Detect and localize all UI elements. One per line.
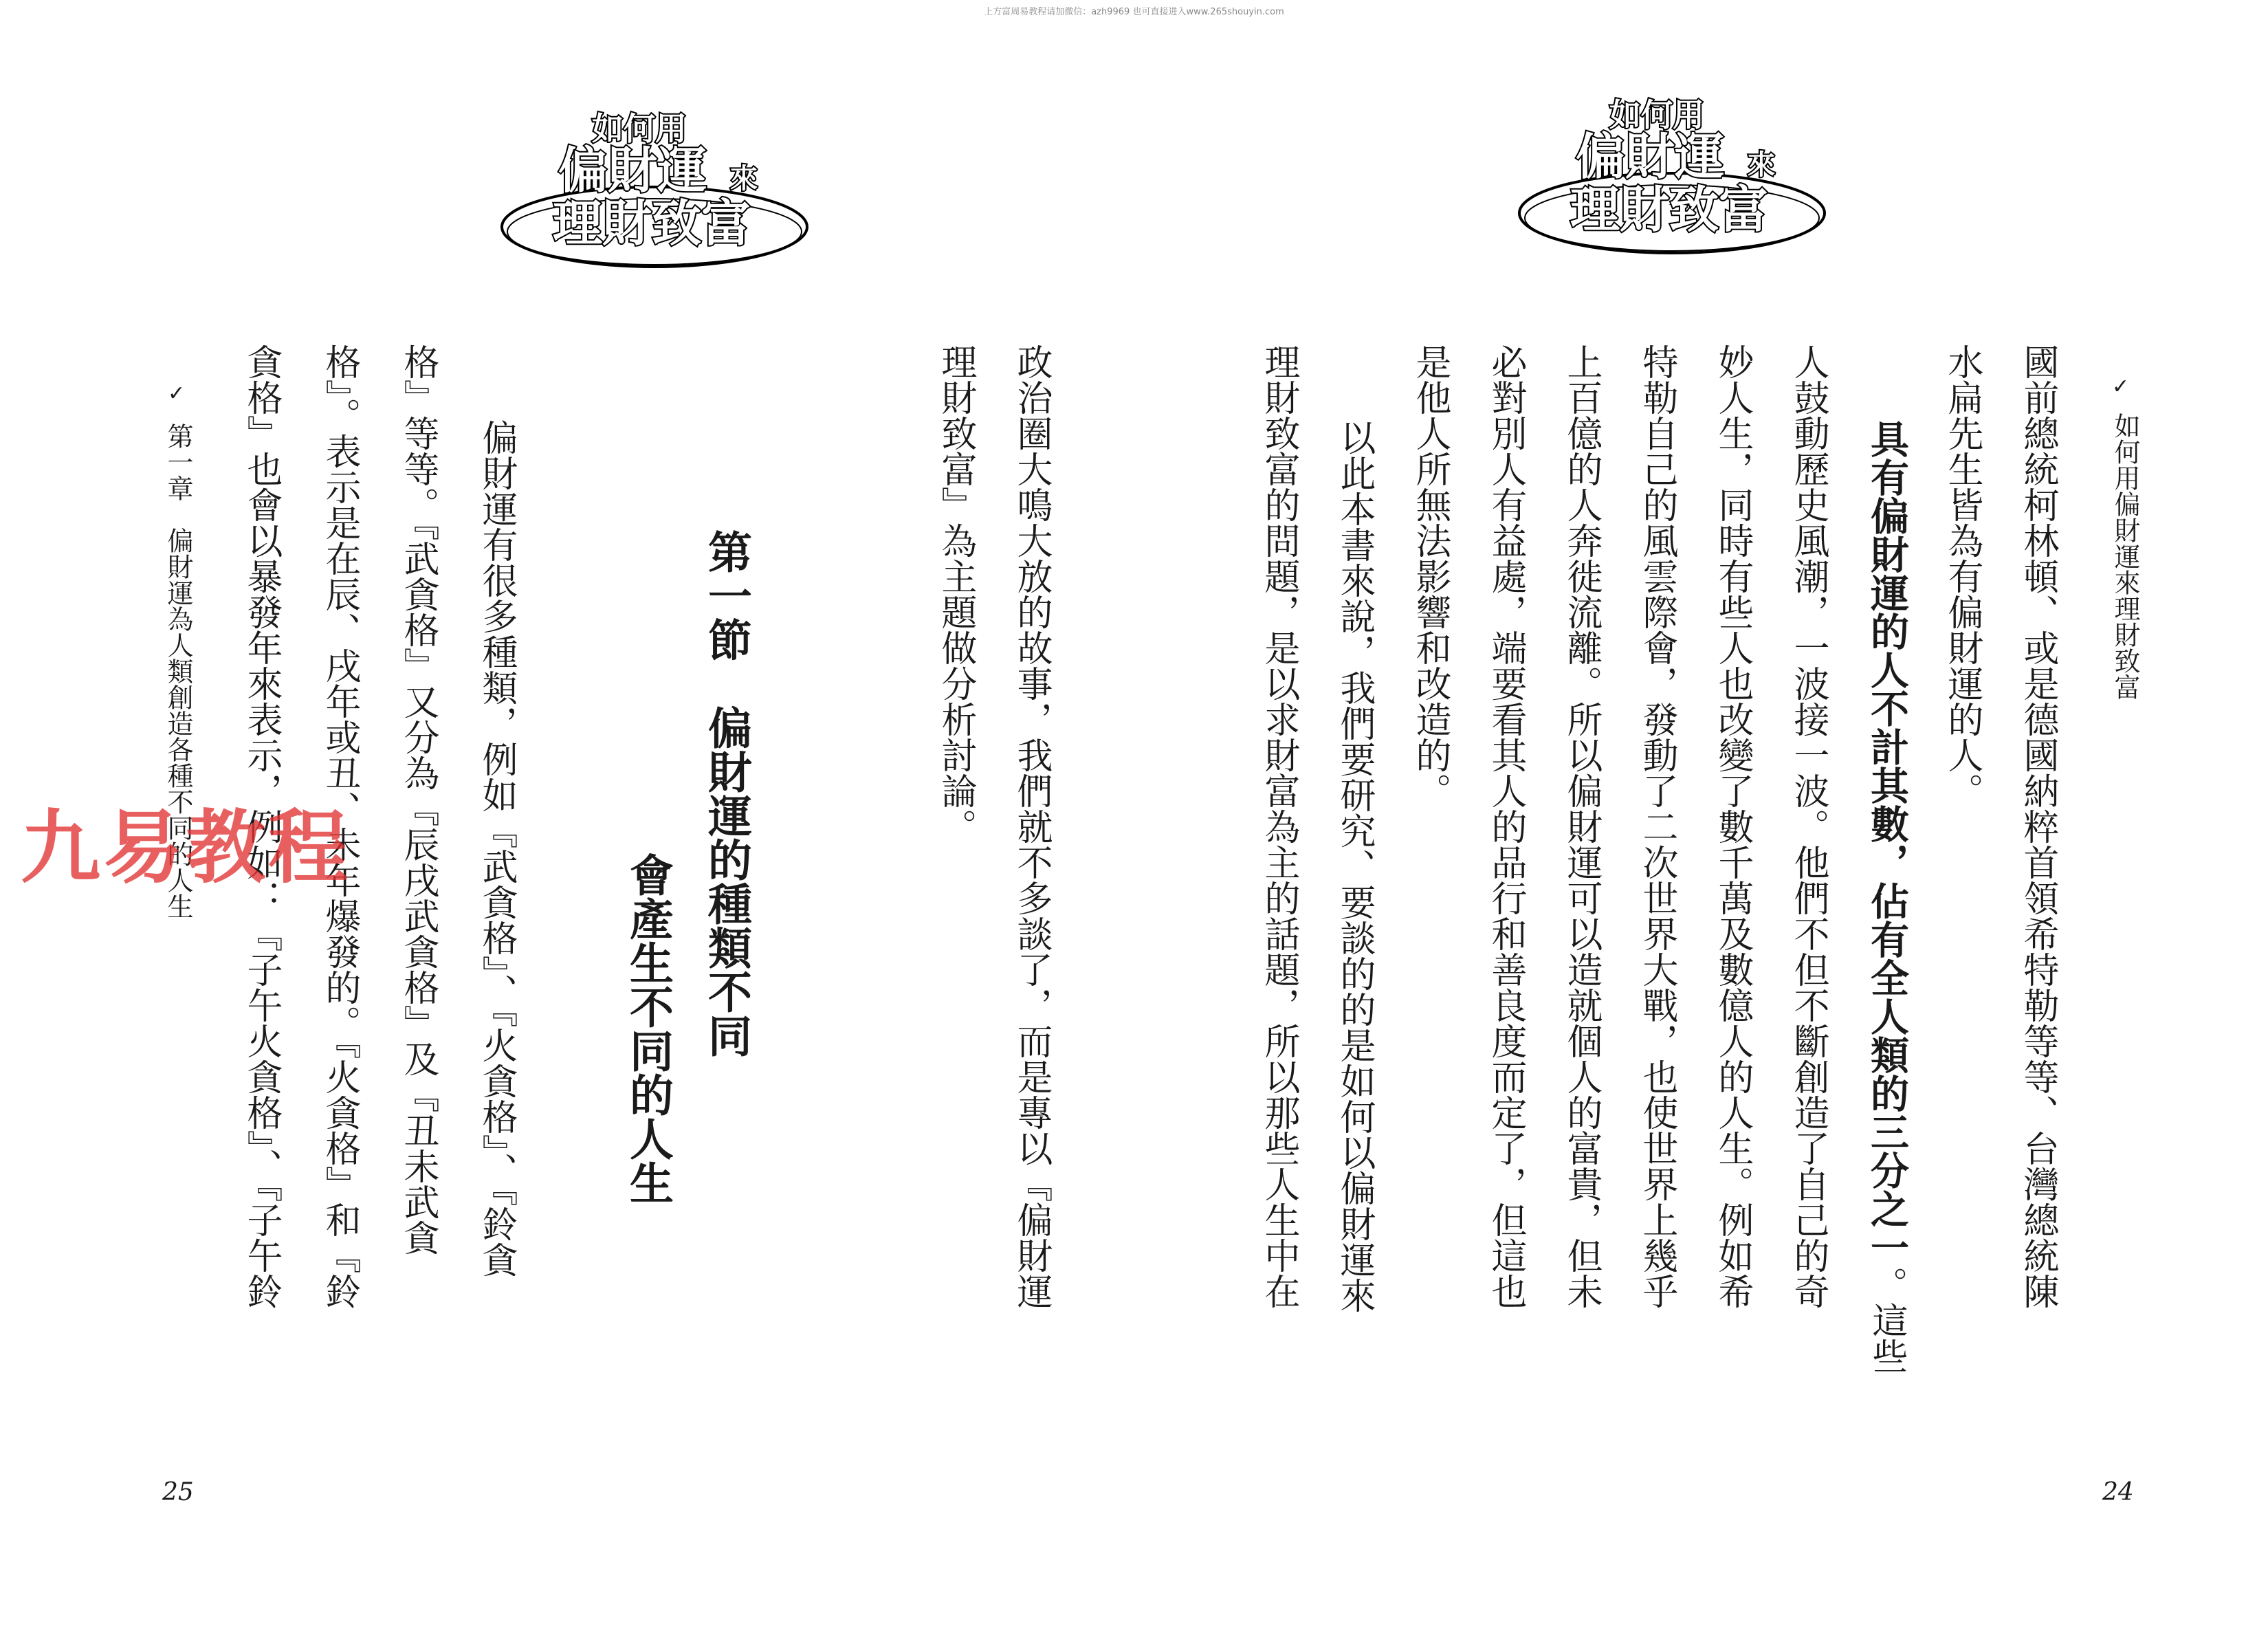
running-header: 如何用偏財運來理財致富 <box>2110 412 2140 700</box>
bold-text-column <box>1864 419 1909 1374</box>
text-column-6: 特勒自己的風雲際會，發動了二次世界大戰，也使世界上幾乎 <box>1636 344 1677 1309</box>
text-column-8: 必對別人有益處，端要看其人的品行和善良度而定了，但這也 <box>1485 344 1526 1309</box>
book-logo-left <box>495 100 811 292</box>
logo-line1: 如何用 <box>592 110 687 147</box>
logo-line2: 偏財運 <box>1575 128 1725 186</box>
page-number-25: 25 <box>162 1478 194 1506</box>
text-column-13: 理財致富』為主題做分析討論。 <box>935 344 976 844</box>
text-column-1: 國前總統柯林頓、或是德國納粹首領希特勒等等、台灣總統陳 <box>2017 344 2058 1309</box>
text-column-7: 上百億的人奔徙流離。所以偏財運可以造就個人的富貴，但未 <box>1561 344 1602 1309</box>
text-column-5: 妙人生，同時有些人也改變了數千萬及數億人的人生。例如希 <box>1712 344 1753 1309</box>
bold-statement-tail: 。這些 <box>1866 1266 1907 1374</box>
logo-small: 來 <box>1748 149 1775 181</box>
logo-line3: 理財致富 <box>1570 181 1769 239</box>
text-column-2: 水扁先生皆為有偏財運的人。 <box>1941 344 1983 808</box>
chapter-label: 第一章 偏財運為人類創造各種不同的人生 <box>163 423 193 919</box>
logo-line2: 偏財運 <box>558 142 707 199</box>
text-column-9: 是他人所無法影響和改造的。 <box>1409 344 1451 808</box>
top-note: 上方富周易教程请加微信：azh9969 也可直接进入www.265shouyin.com <box>984 7 1284 17</box>
text-column-17: 貪格』也會以暴發年來表示，例如：『子午火貪格』、『子午鈴 <box>241 344 282 1309</box>
text-column-10: 以此本書來說，我們要研究、要談的的是如何以偏財運來 <box>1334 419 1375 1313</box>
section-title: 第一節 偏財運的種類不同 <box>701 529 751 1057</box>
book-logo-right <box>1512 86 1829 278</box>
chapter-tick-icon: ✓ <box>168 382 186 406</box>
logo-small: 來 <box>730 163 758 195</box>
text-column-4: 人鼓動歷史風潮，一波接一波。他們不但不斷創造了自己的奇 <box>1787 344 1829 1309</box>
text-column-14: 偏財運有很多種類，例如『武貪格』、『火貪格』、『鈴貪 <box>476 419 517 1277</box>
page-number-24: 24 <box>2102 1478 2134 1506</box>
text-column-11: 理財致富的問題，是以求財富為主的話題，所以那些人生中在 <box>1258 344 1299 1309</box>
header-tick-icon: ✓ <box>2112 375 2130 399</box>
text-column-15: 格』等等。『武貪格』又分為『辰戌武貪格』及『丑未武貪 <box>397 344 439 1255</box>
text-column-12: 政治圈大鳴大放的故事，我們就不多談了，而是專以『偏財運 <box>1011 344 1052 1309</box>
text-column-16: 格』。表示是在辰、戌年或丑、未年爆發的。『火貪格』和『鈴 <box>319 344 360 1309</box>
section-subtitle: 會產生不同的人生 <box>622 852 673 1204</box>
watermark: 九易教程 <box>21 802 351 894</box>
logo-line1: 如何用 <box>1609 96 1704 133</box>
bold-statement: 具有偏財運的人不計其數，佔有全人類的三分之一 <box>1864 419 1909 1266</box>
logo-line3: 理財致富 <box>552 195 751 252</box>
